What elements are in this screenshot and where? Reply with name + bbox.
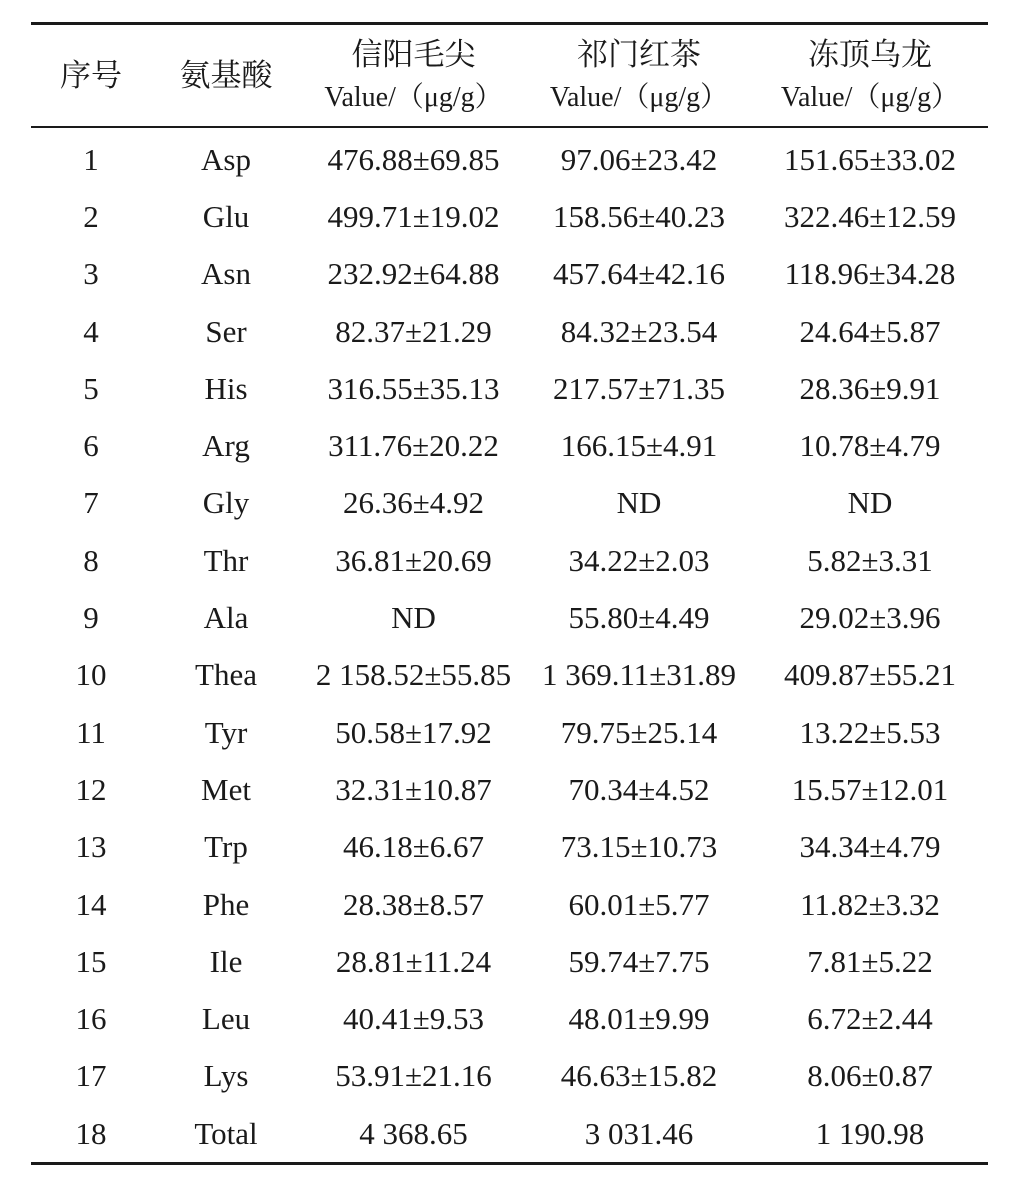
header-index: 序号 [60, 57, 122, 93]
table-row [31, 704, 988, 761]
cell-index: 13 [75, 829, 107, 865]
cell-index: 3 [83, 256, 99, 292]
cell-amino-acid: Met [201, 771, 251, 807]
cell-keemun-black: 46.63±15.82 [560, 1058, 718, 1094]
cell-xinyang-maojian: 36.81±20.69 [335, 542, 492, 578]
cell-keemun-black: 34.22±2.03 [568, 542, 710, 578]
cell-keemun-black: 158.56±40.23 [552, 198, 725, 234]
cell-dongding-oolong: 5.82±3.31 [807, 542, 933, 578]
cell-amino-acid: Ile [209, 943, 243, 979]
header-row [31, 25, 988, 126]
cell-amino-acid: Asn [201, 256, 251, 292]
cell-index: 9 [83, 600, 99, 636]
cell-xinyang-maojian: 53.91±21.16 [335, 1058, 492, 1094]
cell-index: 12 [75, 771, 107, 807]
cell-dongding-oolong: 28.36±9.91 [799, 370, 941, 406]
cell-index: 14 [75, 886, 107, 922]
cell-xinyang-maojian: 232.92±64.88 [327, 256, 500, 292]
cell-amino-acid: Thr [203, 542, 249, 578]
cell-dongding-oolong: 29.02±3.96 [799, 600, 941, 636]
cell-keemun-black: ND [616, 485, 662, 521]
table-row [31, 188, 988, 245]
table-row [31, 532, 988, 589]
cell-index: 7 [83, 485, 99, 521]
header-keemun-black [526, 25, 752, 126]
cell-amino-acid: Total [194, 1115, 258, 1151]
table-row [31, 303, 988, 360]
cell-xinyang-maojian: 28.38±8.57 [342, 886, 484, 922]
table-row [31, 647, 988, 704]
cell-xinyang-maojian: 4 368.65 [359, 1115, 468, 1151]
cell-xinyang-maojian: 82.37±21.29 [335, 313, 492, 349]
header-col3-name: 冻顶乌龙 [808, 36, 932, 72]
cell-index: 15 [75, 943, 107, 979]
cell-dongding-oolong: 6.72±2.44 [807, 1001, 933, 1037]
cell-xinyang-maojian: 2 158.52±55.85 [315, 657, 512, 693]
cell-dongding-oolong: 1 190.98 [815, 1115, 925, 1151]
cell-keemun-black: 60.01±5.77 [568, 886, 710, 922]
data-table [31, 25, 988, 126]
table-row [31, 819, 988, 876]
cell-dongding-oolong: 409.87±55.21 [783, 657, 956, 693]
cell-amino-acid: Gly [202, 485, 250, 521]
amino-acid-table [31, 22, 988, 1165]
cell-keemun-black: 70.34±4.52 [568, 771, 710, 807]
cell-amino-acid: Ser [205, 313, 247, 349]
cell-xinyang-maojian: 26.36±4.92 [342, 485, 484, 521]
cell-keemun-black: 84.32±23.54 [560, 313, 718, 349]
cell-xinyang-maojian: 28.81±11.24 [335, 943, 492, 979]
cell-keemun-black: 1 369.11±31.89 [541, 657, 737, 693]
cell-index: 17 [75, 1058, 107, 1094]
cell-xinyang-maojian: 46.18±6.67 [342, 829, 484, 865]
cell-amino-acid: Phe [202, 886, 250, 922]
cell-xinyang-maojian: ND [391, 600, 436, 636]
cell-amino-acid: His [204, 370, 248, 406]
cell-index: 16 [75, 1001, 107, 1037]
cell-dongding-oolong: 7.81±5.22 [807, 943, 933, 979]
cell-index: 2 [83, 198, 99, 234]
cell-dongding-oolong: ND [847, 485, 893, 521]
data-table-body [31, 128, 988, 1162]
cell-keemun-black: 73.15±10.73 [560, 829, 718, 865]
cell-amino-acid: Glu [202, 198, 250, 234]
cell-keemun-black: 59.74±7.75 [568, 943, 710, 979]
header-col2-name: 祁门红茶 [577, 36, 701, 72]
table-header [31, 25, 988, 126]
cell-xinyang-maojian: 40.41±9.53 [342, 1001, 484, 1037]
header-col2-unit: Value/（μg/g） [549, 81, 729, 113]
cell-xinyang-maojian: 311.76±20.22 [328, 428, 499, 464]
cell-dongding-oolong: 322.46±12.59 [783, 198, 956, 234]
cell-amino-acid: Arg [202, 428, 250, 464]
cell-keemun-black: 55.80±4.49 [568, 600, 710, 636]
table-row [31, 589, 988, 646]
cell-index: 5 [83, 370, 99, 406]
cell-index: 8 [83, 542, 99, 578]
cell-xinyang-maojian: 316.55±35.13 [327, 370, 500, 406]
cell-amino-acid: Trp [204, 829, 248, 865]
header-col1-name: 信阳毛尖 [351, 36, 476, 72]
cell-keemun-black: 48.01±9.99 [568, 1001, 710, 1037]
header-dongding-oolong [752, 25, 988, 126]
table-row [31, 1048, 988, 1105]
cell-amino-acid: Leu [201, 1001, 251, 1037]
cell-keemun-black: 97.06±23.42 [560, 141, 718, 177]
cell-dongding-oolong: 24.64±5.87 [799, 313, 941, 349]
cell-xinyang-maojian: 50.58±17.92 [335, 714, 492, 750]
cell-xinyang-maojian: 32.31±10.87 [335, 771, 492, 807]
cell-amino-acid: Thea [195, 657, 257, 693]
table-row [31, 360, 988, 417]
table-row [31, 761, 988, 818]
table-row [31, 1105, 988, 1162]
cell-dongding-oolong: 8.06±0.87 [807, 1058, 933, 1094]
cell-keemun-black: 166.15±4.91 [560, 428, 718, 464]
cell-xinyang-maojian: 476.88±69.85 [327, 141, 500, 177]
cell-dongding-oolong: 11.82±3.32 [800, 886, 940, 922]
cell-amino-acid: Lys [203, 1058, 249, 1094]
cell-dongding-oolong: 15.57±12.01 [791, 771, 949, 807]
cell-index: 1 [83, 141, 99, 177]
header-xinyang-maojian [301, 25, 526, 126]
cell-keemun-black: 217.57±71.35 [552, 370, 725, 406]
table-body [31, 128, 988, 1162]
table-row [31, 933, 988, 990]
cell-keemun-black: 457.64±42.16 [552, 256, 725, 292]
table-row [31, 246, 988, 303]
cell-amino-acid: Asp [201, 141, 251, 177]
cell-keemun-black: 3 031.46 [584, 1115, 694, 1151]
table-row [31, 475, 988, 532]
cell-index: 4 [83, 313, 99, 349]
header-col3-unit: Value/（μg/g） [780, 81, 960, 113]
cell-index: 11 [76, 714, 106, 750]
table-row [31, 876, 988, 933]
header-amino-acid: 氨基酸 [179, 57, 273, 93]
cell-dongding-oolong: 118.96±34.28 [784, 256, 956, 292]
header-col1-unit: Value/（μg/g） [324, 81, 503, 113]
cell-keemun-black: 79.75±25.14 [560, 714, 718, 750]
table-row [31, 990, 988, 1047]
cell-dongding-oolong: 13.22±5.53 [799, 714, 941, 750]
table-row [31, 417, 988, 474]
cell-xinyang-maojian: 499.71±19.02 [327, 198, 500, 234]
table-row [31, 128, 988, 188]
table-bottom-rule [31, 1162, 988, 1165]
cell-amino-acid: Tyr [204, 714, 248, 750]
cell-amino-acid: Ala [203, 600, 249, 636]
cell-dongding-oolong: 34.34±4.79 [799, 829, 941, 865]
cell-index: 6 [83, 428, 99, 464]
cell-dongding-oolong: 151.65±33.02 [783, 141, 956, 177]
cell-index: 10 [75, 657, 107, 693]
cell-index: 18 [75, 1115, 107, 1151]
cell-dongding-oolong: 10.78±4.79 [799, 428, 941, 464]
